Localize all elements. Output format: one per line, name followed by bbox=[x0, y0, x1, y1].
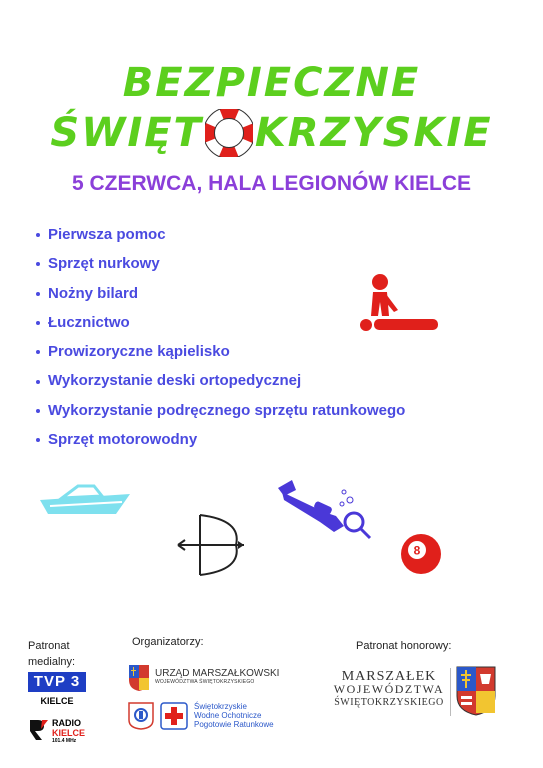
bullet-icon bbox=[36, 409, 40, 413]
bullet-icon bbox=[36, 292, 40, 296]
list-item: Łucznictwo bbox=[36, 312, 405, 341]
wopr-emblem-icon bbox=[128, 702, 154, 730]
marszalek-logo: MARSZAŁEK WOJEWÓDZTWA ŚWIĘTOKRZYSKIEGO bbox=[333, 669, 445, 708]
title-line-2-left: ŚWIĘT bbox=[50, 110, 203, 156]
bullet-icon bbox=[36, 350, 40, 354]
diver-icon bbox=[274, 476, 374, 542]
bow-icon bbox=[176, 512, 246, 578]
list-item: Sprzęt nurkowy bbox=[36, 253, 405, 282]
event-subtitle: 5 CZERWCA, HALA LEGIONÓW KIELCE bbox=[72, 172, 471, 195]
radio-kielce-logo: RADIO KIELCE 101.4 MHz bbox=[28, 716, 98, 746]
title-line-2-right: KRZYSKIE bbox=[254, 110, 493, 156]
honorary-patronage-label: Patronat honorowy: bbox=[356, 640, 452, 652]
billiard-ball-icon bbox=[400, 533, 442, 575]
list-item: Sprzęt motorowodny bbox=[36, 429, 405, 458]
divider bbox=[450, 668, 451, 716]
list-item: Nożny bilard bbox=[36, 283, 405, 312]
activity-list bbox=[36, 224, 405, 458]
wopr-logo-text: Świętokrzyskie Wodne Ochotnicze Pogotowie Ratunkowe bbox=[194, 702, 274, 729]
urzad-marszalkowski-logo: URZĄD MARSZAŁKOWSKI WOJEWÓDZTWA ŚWIĘTOKRZYSKIEGO bbox=[155, 668, 280, 685]
media-patronage-label: Patronat medialny: bbox=[28, 640, 76, 668]
coat-of-arms-icon bbox=[456, 666, 496, 716]
list-item: Wykorzystanie deski ortopedycznej bbox=[36, 370, 405, 399]
rk-mark-icon bbox=[28, 718, 50, 742]
title-line-2 bbox=[0, 108, 543, 157]
coat-of-arms-icon bbox=[128, 664, 150, 692]
bullet-icon bbox=[36, 321, 40, 325]
bullet-icon bbox=[36, 262, 40, 266]
list-item: Wykorzystanie podręcznego sprzętu ratunkowego bbox=[36, 400, 405, 429]
lifebuoy-icon bbox=[205, 109, 253, 157]
svg-text:8: 8 bbox=[413, 543, 421, 558]
bullet-icon bbox=[36, 438, 40, 442]
bullet-icon bbox=[36, 233, 40, 237]
boat-icon bbox=[38, 480, 132, 518]
list-item: Pierwsza pomoc bbox=[36, 224, 405, 253]
list-item: Prowizoryczne kąpielisko bbox=[36, 341, 405, 370]
medical-cross-icon bbox=[160, 702, 188, 730]
tvp3-logo: TVP 3 KIELCE bbox=[28, 672, 86, 706]
cpr-icon bbox=[358, 272, 442, 334]
organizers-label: Organizatorzy: bbox=[132, 636, 204, 648]
bullet-icon bbox=[36, 380, 40, 384]
title-line-1: BEZPIECZNE bbox=[122, 60, 421, 106]
